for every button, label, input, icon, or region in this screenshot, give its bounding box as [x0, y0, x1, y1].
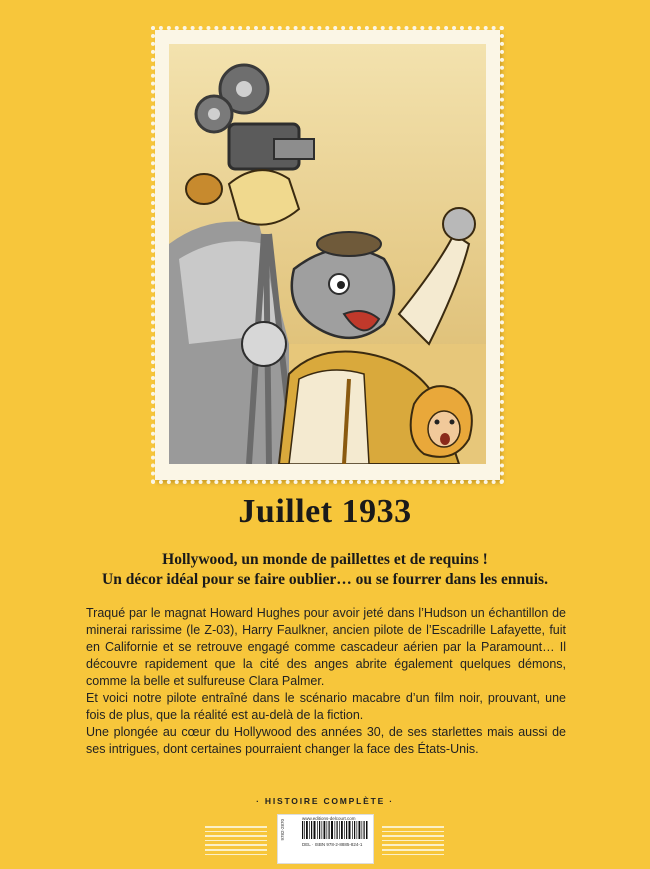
barcode-icon — [302, 821, 368, 839]
cover-illustration-frame — [155, 30, 500, 480]
synopsis-paragraph: Une plongée au cœur du Hollywood des années 30, de ses starlettes mais aussi de ses intrigues, dont certaines pourraient changer la face des États-Unis. — [86, 725, 566, 756]
subtitle — [0, 550, 650, 590]
synopsis-paragraph: Traqué par le magnat Howard Hughes pour avoir jeté dans l’Hudson un échantillon de minerai rarissime (le Z-03), Harry Faulkner, ancien pilote de l’Escadrille Lafayette, fuit en Californie et se retrouve engagé comme cascadeur aérien par la Paramount… Il découvre rapidement que la cité des anges abrite également quelques démons, comme la belle et sulfureuse Clara Palmer. — [86, 606, 566, 688]
publisher-url: www.editions-delcourt.com — [302, 816, 356, 821]
subtitle-line: Hollywood, un monde de paillettes et de requins ! — [162, 551, 488, 568]
illustration-camera-scene — [169, 44, 486, 464]
barcode-block — [277, 814, 374, 864]
synopsis-paragraph: Et voici notre pilote entraîné dans le scénario macabre d’un film noir, prouvant, une fois de plus, que la réalité est au-delà de la fiction. — [86, 691, 566, 722]
decorative-lines-right — [382, 826, 444, 858]
decorative-lines-left — [205, 826, 267, 858]
subtitle-line: Un décor idéal pour se faire oublier… ou se fourrer dans les ennuis. — [102, 571, 548, 588]
cover-illustration — [169, 44, 486, 464]
page-title: Juillet 1933 — [238, 493, 412, 530]
tagline: · HISTOIRE COMPLÈTE · — [256, 796, 394, 806]
isbn-number: DEL · ISBN 978-2-8885-824-1 — [302, 842, 363, 847]
synopsis — [86, 605, 566, 758]
barcode-side-label: 9782-2870 — [280, 819, 285, 841]
